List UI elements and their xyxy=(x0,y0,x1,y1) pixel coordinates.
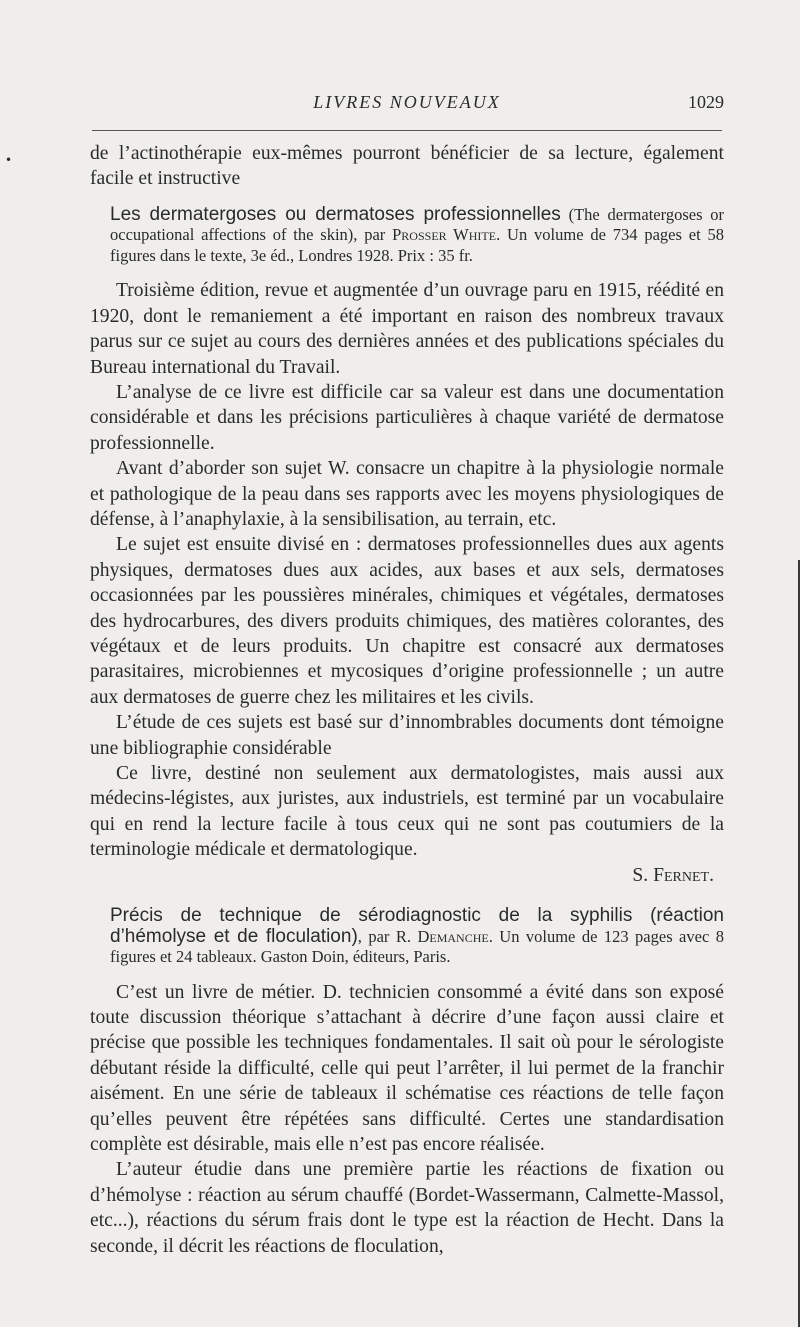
body-text xyxy=(90,141,724,1259)
review1-title: Les dermatergoses ou dermatoses professionnelles xyxy=(110,203,561,225)
review1-body xyxy=(90,278,724,888)
review1-paragraph: Le sujet est ensuite divisé en : dermatoses professionnelles dues aux agents physiques, dermatoses dues aux acides, aux bases et aux sels, dermatoses occasionnées par les poussières minérales, chimiques et végétales, dermatoses des hydrocarbures, des divers produits chimiques, des matières colorantes, des végétaux et de leurs produits. Un chapitre est consacré aux dermatoses parasitaires, microbiennes et mycosiques d’origine professionnelle ; un autre aux dermatoses de guerre chez les militaires et les civils. xyxy=(90,534,724,708)
review1-citation-a: (The dermatergoses or occupational affections of the skin), par xyxy=(110,204,725,245)
review2-citation xyxy=(90,906,724,968)
review2-paragraph: C’est un livre de métier. D. technicien consommé a évité dans son exposé toute discussion théorique s’attachant à décrire d’une façon aussi claire et précise que possible les techniques fondamentales. Il sait où pour le sérologiste débutant réside la difficulté, celle qui peut l’arrêter, il lui permet de la franchir aisément. En une série de tableaux il schématise ces réactions de telle façon qu’elles peuvent être répétées sans difficulté. Certes une standardisation complète est désirable, mais elle n’est pas encore réalisée. xyxy=(90,981,724,1155)
review2-heading xyxy=(90,906,724,968)
review2-citation-b: . Un volume de 123 pages avec 8 figures et 24 tableaux. Gaston Doin, éditeurs, Paris. xyxy=(110,926,724,967)
review2-citation-a: , par xyxy=(357,926,396,946)
review2-paragraph: L’auteur étudie dans une première partie les réactions de fixation ou d’hémolyse : réaction au sérum chauffé (Bordet-Wassermann, Calmette-Massol, etc...), réactions du sérum frais dont le type est la réaction de Hecht. Dans la seconde, il décrit les réactions de floculation, xyxy=(90,1159,724,1257)
review1-paragraph: L’étude de ces sujets est basé sur d’innombrables documents dont témoigne une bibliographie considérable xyxy=(90,712,724,759)
review1-author: Prosser White xyxy=(392,225,497,245)
review2-author: R. Demanche xyxy=(395,926,489,946)
review1-citation-b: . Un volume de 734 pages et 58 figures dans le texte, 3e éd., Londres 1928. Prix : 35 fr. xyxy=(110,225,724,265)
page-number: 1029 xyxy=(688,92,724,112)
review1-paragraph: Avant d’aborder son sujet W. consacre un chapitre à la physiologie normale et pathologique de la peau dans ses rapports avec les moyens physiologiques de défense, à l’anaphylaxie, à la sensibilisation, au terrain, etc. xyxy=(90,458,724,530)
review1-paragraph: L’analyse de ce livre est difficile car sa valeur est dans une documentation considérable et dans les précisions particulières à chaque variété de dermatose professionnelle. xyxy=(90,381,724,454)
margin-dot: • xyxy=(5,153,13,167)
header-rule xyxy=(92,130,722,131)
review1-citation xyxy=(90,205,724,267)
review1-paragraph: Troisième édition, revue et augmentée d’un ouvrage paru en 1915, réédité en 1920, dont le remaniement a été important en raison des nombreux travaux parus sur ce sujet au cours des dernières années et des publications spéciales du Bureau international du Travail. xyxy=(90,280,724,378)
running-head xyxy=(90,88,724,122)
review1-heading xyxy=(90,205,724,267)
review2-body xyxy=(90,980,724,1259)
running-title: LIVRES NOUVEAUX xyxy=(313,92,501,112)
review1-signature-text: S. Fernet. xyxy=(632,864,714,886)
review2-title: Précis de technique de sérodiagnostic de la syphilis (réaction d’hémolyse et de floculation) xyxy=(110,905,724,947)
review1-signature xyxy=(90,863,724,888)
review1-paragraph: Ce livre, destiné non seulement aux dermatologistes, mais aussi aux médecins-légistes, aux juristes, aux industriels, est terminé par un vocabulaire qui en rend la lecture facile à tous ceux qui ne sont pas coutumiers de la terminologie médicale et dermatologique. xyxy=(90,763,724,861)
intro-paragraph: de l’actinothérapie eux-mêmes pourront bénéficier de sa lecture, également facile et instructive xyxy=(90,143,724,190)
